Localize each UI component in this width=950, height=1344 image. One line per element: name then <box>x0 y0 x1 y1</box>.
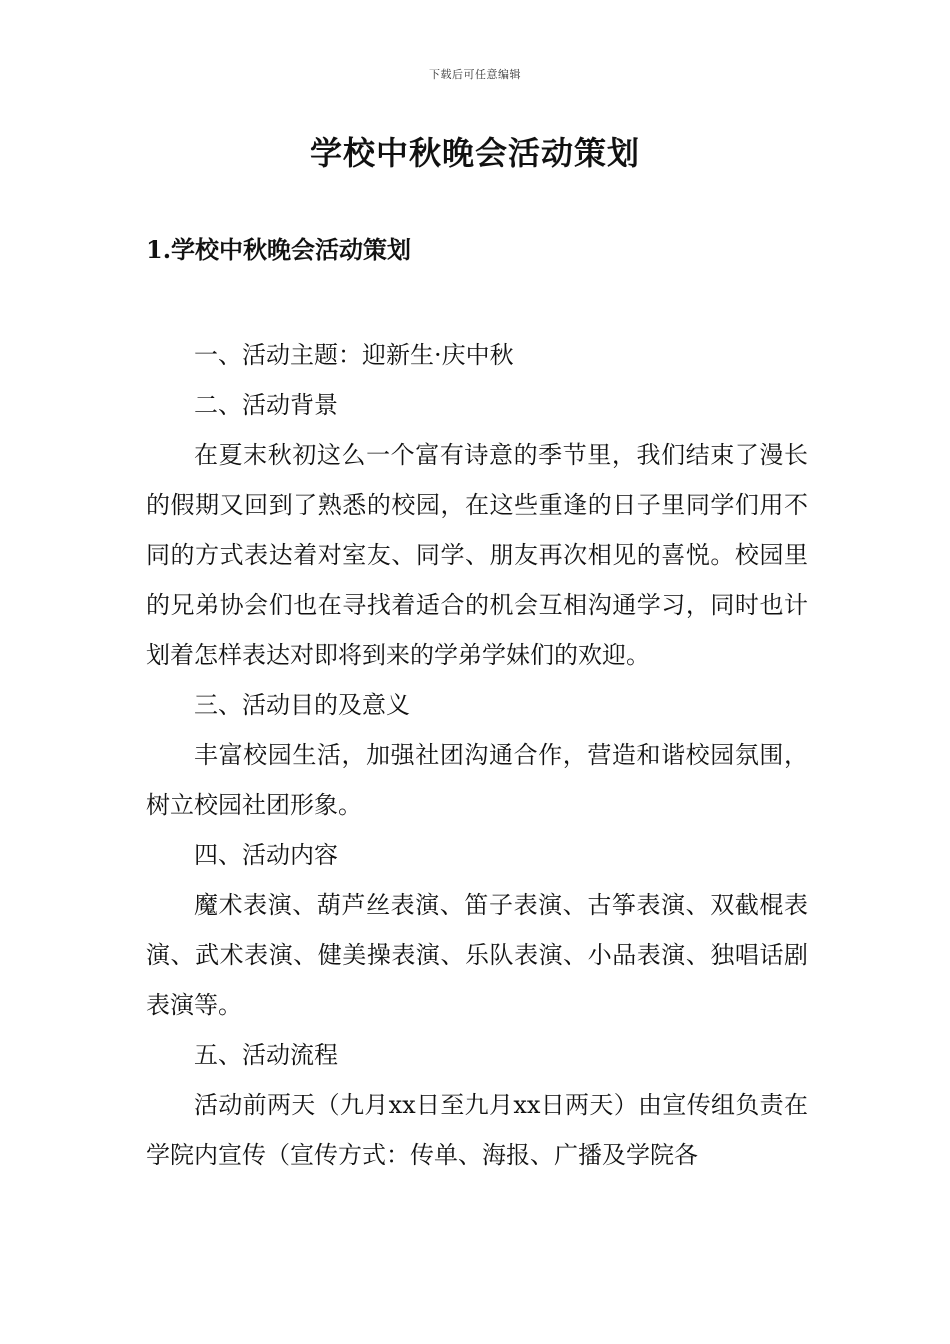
paragraph-purpose-heading: 三、活动目的及意义 <box>194 691 410 719</box>
paragraph-background: 在夏末秋初这么一个富有诗意的季节里，我们结束了漫长的假期又回到了熟悉的校园，在这些重逢的日子里同学们用不同的方式表达着对室友、同学、朋友再次相见的喜悦。校园里的兄弟协会们也在寻找着适合的机会互相沟通学习，同时也计划着怎样表达对即将到来的学弟学妹们的欢迎。 <box>146 441 808 669</box>
document-body <box>146 330 808 1180</box>
paragraph-content: 魔术表演、葫芦丝表演、笛子表演、古筝表演、双截棍表演、武术表演、健美操表演、乐队表演、小品表演、独唱话剧表演等。 <box>146 891 808 1019</box>
section-heading: 1.学校中秋晚会活动策划 <box>146 235 412 264</box>
header-note: 下载后可任意编辑 <box>429 68 521 81</box>
paragraph-process: 活动前两天（九月xx日至九月xx日两天）由宣传组负责在学院内宣传（宣传方式：传单、海报、广播及学院各 <box>146 1091 808 1169</box>
document-title: 学校中秋晚会活动策划 <box>309 134 640 172</box>
paragraph-background-heading: 二、活动背景 <box>194 391 338 419</box>
paragraph-process-heading: 五、活动流程 <box>194 1041 338 1069</box>
paragraph-content-heading: 四、活动内容 <box>194 841 338 869</box>
paragraph-purpose: 丰富校园生活，加强社团沟通合作，营造和谐校园氛围，树立校园社团形象。 <box>146 741 808 819</box>
paragraph-theme: 一、活动主题：迎新生·庆中秋 <box>194 341 514 369</box>
